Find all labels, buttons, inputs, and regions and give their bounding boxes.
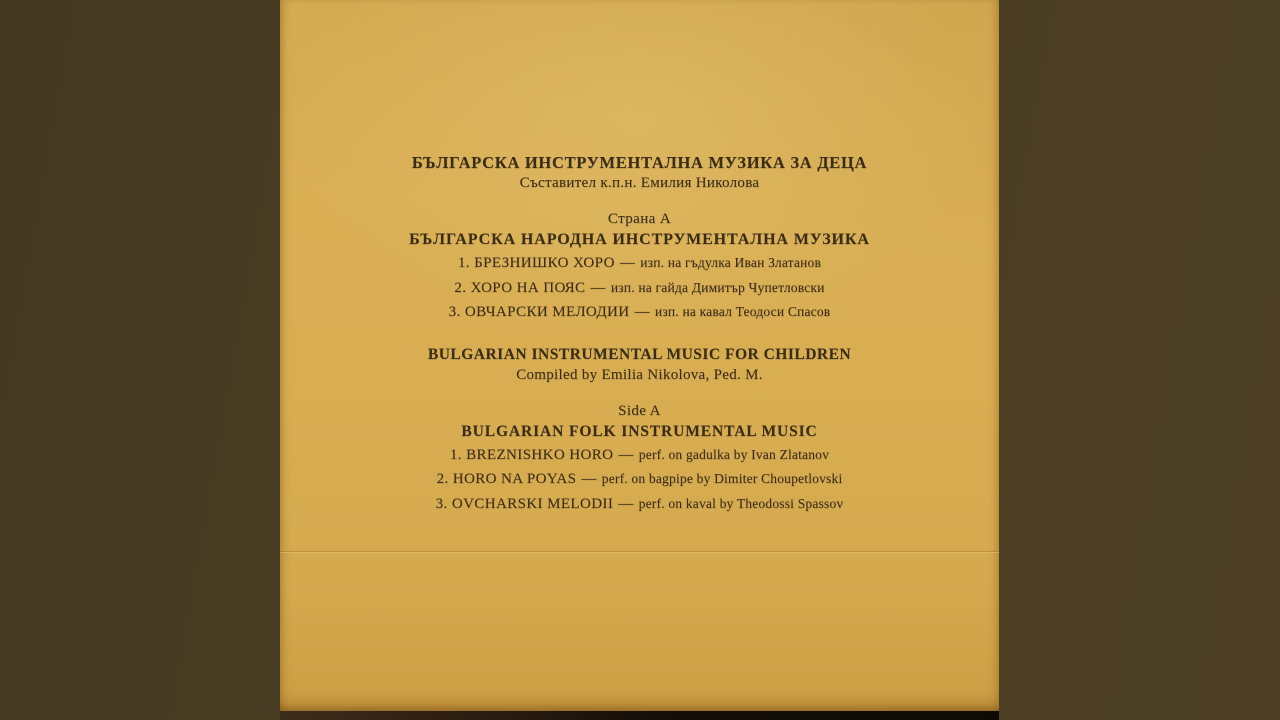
track-number: 3. (448, 304, 461, 320)
track-title: BREZNISHKO HORO (466, 446, 614, 463)
dash-separator: — (619, 255, 636, 271)
dash-separator: — (618, 495, 634, 512)
paper-crease-line (280, 551, 999, 553)
track-number: 2. (436, 471, 449, 487)
printed-text-block (280, 152, 999, 516)
track-number: 1. (457, 255, 470, 271)
track-number: 1. (449, 446, 462, 463)
compiler-credit-english: Compiled by Emilia Nikolova, Ped. M. (516, 366, 763, 383)
sleeve-bottom-shadow (280, 711, 999, 720)
track-number: 2. (454, 279, 467, 296)
track-performance: perf. on bagpipe by Dimiter Choupetlovski (601, 471, 843, 486)
section-title-bulgarian: БЪЛГАРСКА НАРОДНА ИНСТРУМЕНТАЛНА МУЗИКА (409, 231, 870, 248)
album-title-english: BULGARIAN INSTRUMENTAL MUSIC FOR CHILDREN (427, 345, 852, 363)
compiler-credit-bulgarian: Съставител к.п.н. Емилия Николова (519, 175, 760, 191)
side-a-label-english: Side A (618, 402, 661, 419)
dash-separator: — (634, 304, 650, 320)
album-cover-sheet (280, 0, 999, 711)
section-title-english: BULGARIAN FOLK INSTRUMENTAL MUSIC (461, 422, 818, 440)
dash-separator: — (590, 279, 606, 296)
track-title: ОВЧАРСКИ МЕЛОДИИ (464, 304, 630, 320)
track-performance: изп. на гайда Димитър Чупетловски (610, 279, 825, 295)
track-row-bulgarian-1 (280, 251, 999, 276)
track-performance: изп. на кавал Теодоси Спасов (654, 304, 831, 319)
track-row-bulgarian-3 (280, 300, 999, 325)
dash-separator: — (581, 471, 597, 487)
track-performance: изп. на гъдулка Иван Златанов (640, 255, 822, 270)
track-number: 3. (435, 495, 448, 512)
track-title: БРЕЗНИШКО ХОРО (474, 255, 615, 271)
album-title-bulgarian: БЪЛГАРСКА ИНСТРУМЕНТАЛНА МУЗИКА ЗА ДЕЦА (411, 153, 868, 172)
track-performance: perf. on kaval by Theodossi Spassov (638, 495, 844, 511)
track-title: ХОРО НА ПОЯС (470, 279, 586, 296)
dash-separator: — (618, 446, 634, 463)
track-title: HORO NA POYAS (452, 471, 577, 487)
track-row-bulgarian-2 (280, 276, 999, 301)
track-row-english-3 (280, 492, 999, 517)
side-a-label-bulgarian: Страна А (607, 211, 672, 227)
track-row-english-1 (280, 443, 999, 468)
track-row-english-2 (280, 467, 999, 492)
track-performance: perf. on gadulka by Ivan Zlatanov (638, 446, 830, 462)
track-title: OVCHARSKI MELODII (451, 495, 614, 512)
